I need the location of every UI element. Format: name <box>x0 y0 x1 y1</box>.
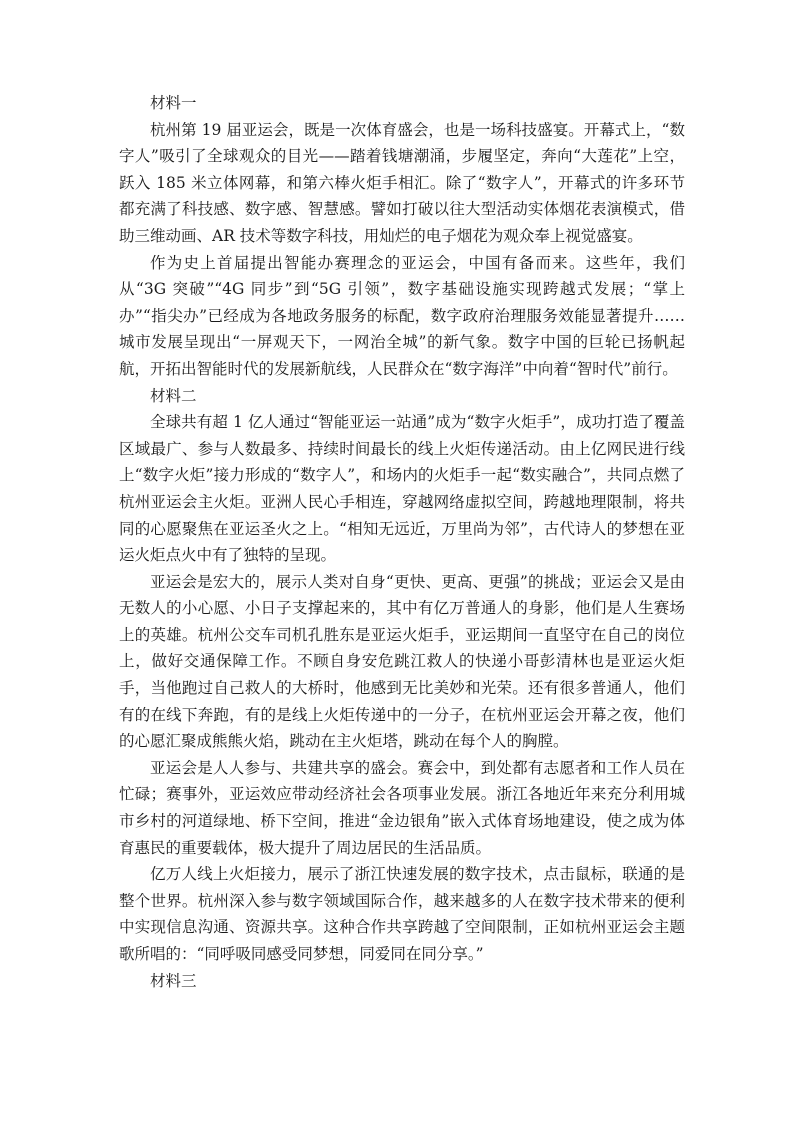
paragraph-2-3: 亚运会是人人参与、共建共享的盛会。赛会中，到处都有志愿者和工作人员在忙碌；赛事外，亚运效应带动经济社会各项事业发展。浙江各地近年来充分利用城市乡村的河道绿地、桥下空间，推进“金边银角”嵌入式体育场地建设，使之成为体育惠民的重要载体，极大提升了周边居民的生活品质。 <box>119 758 685 857</box>
section-heading-3: 材料三 <box>150 971 197 990</box>
section-heading-2: 材料二 <box>150 386 197 405</box>
document-page <box>119 90 685 994</box>
paragraph-1-2: 作为史上首届提出智能办赛理念的亚运会，中国有备而来。这些年，我们从“3G 突破”“4G 同步”到“5G 引领”，数字基础设施实现跨越式发展；“掌上办”“指尖办”已经成为各地政务服务的标配，数字政府治理服务效能显著提升……城市发展呈现出“一屏观天下，一网治全城”的新气象。数字中国的巨轮已扬帆起航，开拓出智能时代的发展新航线，人民群众在“数字海洋”中向着“智时代”前行。 <box>119 253 685 378</box>
paragraph-2-1: 全球共有超 1 亿人通过“智能亚运一站通”成为“数字火炬手”，成功打造了覆盖区域最广、参与人数最多、持续时间最长的线上火炬传递活动。由上亿网民进行线上“数字火炬”接力形成的“数字人”，和场内的火炬手一起“数实融合”，共同点燃了杭州亚运会主火炬。亚洲人民心手相连，穿越网络虚拟空间，跨越地理限制，将共同的心愿聚焦在亚运圣火之上。“相知无远近，万里尚为邻”，古代诗人的梦想在亚运火炬点火中有了独特的呈现。 <box>119 413 685 565</box>
paragraph-1-1: 杭州第 19 届亚运会，既是一次体育盛会，也是一场科技盛宴。开幕式上，“数字人”吸引了全球观众的目光——踏着钱塘潮涌，步履坚定，奔向“大莲花”上空，跃入 185 米立体网幕，和第六棒火炬手相汇。除了“数字人”，开幕式的许多环节都充满了科技感、数字感、智慧感。譬如打破以往大型活动实体烟花表演模式，借助三维动画、AR 技术等数字科技，用灿烂的电子烟花为观众奉上视觉盛宴。 <box>119 120 685 245</box>
paragraph-2-2: 亚运会是宏大的，展示人类对自身“更快、更高、更强”的挑战；亚运会又是由无数人的小心愿、小日子支撑起来的，其中有亿万普通人的身影，他们是人生赛场上的英雄。杭州公交车司机孔胜东是亚运火炬手，亚运期间一直坚守在自己的岗位上，做好交通保障工作。不顾自身安危跳江救人的快递小哥彭清林也是亚运火炬手，当他跑过自己救人的大桥时，他感到无比美妙和光荣。还有很多普通人，他们有的在线下奔跑，有的是线上火炬传递中的一分子，在杭州亚运会开幕之夜，他们的心愿汇聚成熊熊火焰，跳动在主火炬塔，跳动在每个人的胸膛。 <box>119 572 685 751</box>
paragraph-2-4: 亿万人线上火炬接力，展示了浙江快速发展的数字技术，点击鼠标，联通的是整个世界。杭州深入参与数字领域国际合作，越来越多的人在数字技术带来的便利中实现信息沟通、资源共享。这种合作共享跨越了空间限制，正如杭州亚运会主题歌所唱的：“同呼吸同感受同梦想，同爱同在同分享。” <box>119 865 685 963</box>
section-heading-1: 材料一 <box>150 94 197 112</box>
